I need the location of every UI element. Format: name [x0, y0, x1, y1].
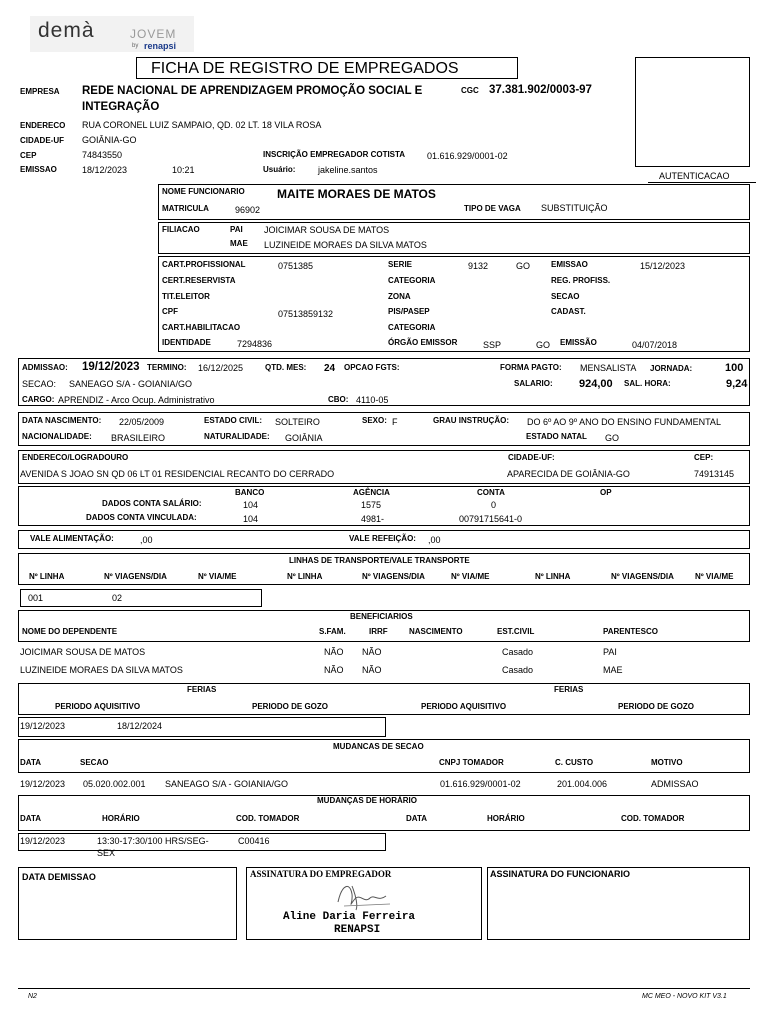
mh-horario-header-2: HORÁRIO — [487, 814, 525, 823]
orgao-uf: GO — [536, 340, 551, 350]
inscricao-value: 01.616.929/0001-02 — [427, 151, 508, 161]
signer-org: RENAPSI — [334, 924, 381, 936]
op-label: OP — [600, 488, 612, 497]
cgc-value: 37.381.902/0003-97 — [489, 84, 592, 96]
dependente-sfam: NÃO — [324, 647, 344, 657]
pai-label: PAI — [230, 225, 243, 234]
filiacao-label: FILIACAO — [162, 225, 200, 234]
dependente-irrf: NÃO — [362, 647, 382, 657]
admissao-label: ADMISSAO: — [22, 363, 68, 372]
dependente-civil: Casado — [502, 647, 534, 657]
filiacao-box — [158, 222, 750, 254]
naturalidade-value: GOIÂNIA — [285, 433, 323, 443]
categoria-label: CATEGORIA — [388, 276, 436, 285]
ms-cnpj-header: CNPJ TOMADOR — [439, 758, 504, 767]
via-col-3: Nº VIA/ME — [695, 572, 734, 581]
mh-horario: 13:30-17:30/100 HRS/SEG- — [97, 836, 209, 846]
empresa-name-2: INTEGRAÇÃO — [82, 101, 160, 113]
vale-refeicao-value: ,00 — [428, 535, 441, 545]
footer-left: N2 — [28, 993, 37, 1000]
page-title: FICHA DE REGISTRO DE EMPREGADOS — [151, 60, 459, 77]
secao-contrato-value: SANEAGO S/A - GOIANIA/GO — [69, 379, 193, 389]
habilitacao-label: CART.HABILITACAO — [162, 323, 241, 332]
logradouro-label: ENDERECO/LOGRADOURO — [22, 453, 129, 462]
cep-value: 74843550 — [82, 150, 123, 160]
naturalidade-label: NATURALIDADE: — [204, 432, 270, 441]
banco-label: BANCO — [235, 488, 265, 497]
serie-label: SERIE — [388, 260, 413, 269]
identidade-value: 7294836 — [237, 339, 273, 349]
mh-data-header-1: DATA — [20, 814, 42, 823]
dependente-name: JOICIMAR SOUSA DE MATOS — [20, 647, 146, 657]
qtd-mes-label: QTD. MES: — [265, 363, 307, 372]
ms-codigo: 05.020.002.001 — [83, 779, 146, 789]
mh-horario-header-1: HORÁRIO — [102, 814, 140, 823]
orgao-label: ÓRGÃO EMISSOR — [388, 338, 458, 347]
vin-agencia: 4981- — [361, 514, 385, 524]
vale-refeicao-label: VALE REFEIÇÃO: — [349, 534, 416, 543]
nome-value: MAITE MORAES DE MATOS — [277, 187, 436, 201]
signature-icon — [330, 878, 400, 914]
endereco-value: RUA CORONEL LUIZ SAMPAIO, QD. 02 LT. 18 VILA ROSA — [82, 120, 322, 130]
viagens-col-1: Nº VIAGENS/DIA — [104, 572, 167, 581]
cpf-label: CPF — [162, 307, 178, 316]
vin-banco: 104 — [243, 514, 259, 524]
nacionalidade-value: BRASILEIRO — [111, 433, 166, 443]
via-col-1: Nº VIA/ME — [198, 572, 237, 581]
conta-salario-label: DADOS CONTA SALÁRIO: — [102, 499, 202, 508]
cep-end-value: 74913145 — [694, 469, 735, 479]
empresa-name: REDE NACIONAL DE APRENDIZAGEM PROMOÇÃO SOCIAL E — [82, 85, 423, 97]
grau-value: DO 6º AO 9º ANO DO ENSINO FUNDAMENTAL — [527, 417, 721, 427]
linha-col-3: Nº LINHA — [535, 572, 571, 581]
logo-partner: renapsi — [144, 41, 177, 51]
eleitor-label: TIT.ELEITOR — [162, 292, 210, 301]
logradouro-value: AVENIDA S JOAO SN QD 06 LT 01 RESIDENCIAL RECANTO DO CERRADO — [20, 469, 335, 479]
logo-by: by — [132, 43, 139, 49]
dependente-parentesco: MAE — [603, 665, 623, 675]
salario-label: SALARIO: — [514, 379, 553, 388]
via-col-2: Nº VIA/ME — [451, 572, 490, 581]
pai-value: JOICIMAR SOUSA DE MATOS — [264, 225, 390, 235]
autenticacao-box — [635, 57, 750, 167]
termino-value: 16/12/2025 — [198, 363, 244, 373]
mh-data-header-2: DATA — [406, 814, 428, 823]
cargo-label: CARGO: — [22, 395, 55, 404]
ferias-title-1: FERIAS — [187, 685, 217, 694]
autenticacao-label: AUTENTICACAO — [659, 171, 730, 181]
signer-name: Aline Daria Ferreira — [283, 911, 416, 923]
estado-natal-value: GO — [605, 433, 620, 443]
tipo-vaga-value: SUBSTITUIÇÃO — [541, 203, 608, 213]
mh-horario-cont: SEX — [97, 848, 116, 858]
linha-col-2: Nº LINHA — [287, 572, 323, 581]
aquisitivo-fim: 18/12/2024 — [117, 721, 163, 731]
qtd-mes-value: 24 — [324, 363, 336, 374]
aquisitivo-label-2: PERIODO AQUISITIVO — [421, 702, 507, 711]
mae-value: LUZINEIDE MORAES DA SILVA MATOS — [264, 240, 427, 250]
cep-label: CEP — [20, 151, 37, 160]
secao-contrato-label: SECAO: — [22, 379, 57, 389]
aquisitivo-label-1: PERIODO AQUISITIVO — [55, 702, 141, 711]
ms-data-header: DATA — [20, 758, 42, 767]
ctps-label: CART.PROFISSIONAL — [162, 260, 246, 269]
emissao-label: EMISSAO — [20, 165, 57, 174]
secao-label: SECAO — [551, 292, 580, 301]
grau-label: GRAU INSTRUÇÃO: — [433, 416, 509, 425]
endereco-label: ENDERECO — [20, 121, 66, 130]
usuario-label: Usuário: — [263, 165, 296, 174]
cidade-value: GOIÂNIA-GO — [82, 135, 137, 145]
usuario-value: jakeline.santos — [318, 165, 378, 175]
nascimento-header: NASCIMENTO — [409, 627, 463, 636]
cbo-value: 4110-05 — [356, 395, 389, 405]
parentesco-header: PARENTESCO — [603, 627, 658, 636]
civil-value: SOLTEIRO — [275, 417, 320, 427]
viagens-col-2: Nº VIAGENS/DIA — [362, 572, 425, 581]
civil-label: ESTADO CIVIL: — [204, 416, 263, 425]
cadast-label: CADAST. — [551, 307, 586, 316]
mh-cod: C00416 — [238, 836, 270, 846]
zona-label: ZONA — [388, 292, 411, 301]
logo-sub: JOVEM — [130, 27, 177, 41]
transporte-row — [20, 589, 262, 607]
conta-label: CONTA — [477, 488, 505, 497]
mudancas-secao-title: MUDANCAS DE SECAO — [333, 742, 424, 751]
linha-value: 001 — [28, 593, 44, 603]
vin-conta: 00791715641-0 — [459, 514, 523, 524]
ferias-title-2: FERIAS — [554, 685, 584, 694]
vale-alimentacao-value: ,00 — [140, 535, 153, 545]
cbo-label: CBO: — [328, 395, 349, 404]
sexo-label: SEXO: — [362, 416, 387, 425]
viagens-col-3: Nº VIAGENS/DIA — [611, 572, 674, 581]
dependente-parentesco: PAI — [603, 647, 617, 657]
sal-agencia: 1575 — [361, 500, 382, 510]
cidade-uf-label: CIDADE-UF: — [508, 453, 555, 462]
mh-cod-header-1: COD. TOMADOR — [236, 814, 300, 823]
dependente-civil: Casado — [502, 665, 534, 675]
matricula-value: 96902 — [235, 205, 261, 215]
identidade-emissao-value: 04/07/2018 — [632, 340, 678, 350]
mae-label: MAE — [230, 239, 248, 248]
estcivil-header: EST.CIVIL — [497, 627, 535, 636]
estado-natal-label: ESTADO NATAL — [526, 432, 587, 441]
mudancas-horario-title: MUDANÇAS DE HORÁRIO — [317, 796, 417, 805]
reg-profiss-label: REG. PROFISS. — [551, 276, 611, 285]
reservista-label: CERT.RESERVISTA — [162, 276, 236, 285]
forma-value: MENSALISTA — [580, 363, 637, 373]
logo — [30, 16, 194, 52]
serie-uf: GO — [516, 261, 531, 271]
vale-alimentacao-label: VALE ALIMENTAÇÃO: — [30, 534, 114, 543]
assinatura-funcionario-label: ASSINATURA DO FUNCIONARIO — [490, 869, 630, 879]
identidade-label: IDENTIDADE — [162, 338, 211, 347]
transporte-title: LINHAS DE TRANSPORTE/VALE TRANSPORTE — [289, 556, 470, 565]
logo-brand: demà — [38, 19, 95, 42]
conta-vinculada-label: DADOS CONTA VINCULADA: — [86, 513, 197, 522]
tipo-vaga-label: TIPO DE VAGA — [464, 204, 521, 213]
inscricao-label: INSCRIÇÃO EMPREGADOR COTISTA — [263, 150, 406, 159]
salario-value: 924,00 — [579, 378, 613, 390]
data-demissao-label: DATA DEMISSAO — [22, 872, 96, 882]
nasc-value: 22/05/2009 — [119, 417, 165, 427]
ms-secao-header: SECAO — [80, 758, 109, 767]
orgao-value: SSP — [483, 340, 502, 350]
empresa-label: EMPRESA — [20, 87, 60, 96]
sexo-value: F — [392, 417, 398, 427]
footer-divider — [18, 988, 750, 989]
categoria2-label: CATEGORIA — [388, 323, 436, 332]
ctps-value: 0751385 — [278, 261, 314, 271]
sfam-header: S.FAM. — [319, 627, 346, 636]
sal-banco: 104 — [243, 500, 259, 510]
identidade-emissao-label: EMISSÃO — [560, 338, 597, 347]
jornada-label: JORNADA: — [650, 364, 693, 373]
dependente-sfam: NÃO — [324, 665, 344, 675]
forma-label: FORMA PAGTO: — [500, 363, 562, 372]
linha-col-1: Nº LINHA — [29, 572, 65, 581]
dependente-name: LUZINEIDE MORAES DA SILVA MATOS — [20, 665, 183, 675]
emissao-time: 10:21 — [172, 165, 195, 175]
cidade-uf-value: APARECIDA DE GOIÂNIA-GO — [507, 469, 630, 479]
assinatura-empregador-label: ASSINATURA DO EMPREGADOR — [250, 869, 392, 879]
ms-data: 19/12/2023 — [20, 779, 66, 789]
sal-hora-label: SAL. HORA: — [624, 379, 671, 388]
sal-hora-value: 9,24 — [726, 378, 748, 390]
page-title-box — [136, 57, 518, 79]
nacionalidade-label: NACIONALIDADE: — [22, 432, 92, 441]
ctps-emissao-value: 15/12/2023 — [640, 261, 686, 271]
cpf-value: 07513859132 — [278, 309, 334, 319]
admissao-value: 19/12/2023 — [82, 361, 140, 373]
dependente-header: NOME DO DEPENDENTE — [22, 627, 118, 636]
mh-cod-header-2: COD. TOMADOR — [621, 814, 685, 823]
ms-cnpj: 01.616.929/0001-02 — [440, 779, 521, 789]
gozo-label-2: PERIODO DE GOZO — [618, 702, 695, 711]
dependente-irrf: NÃO — [362, 665, 382, 675]
ms-secao: SANEAGO S/A - GOIANIA/GO — [165, 779, 289, 789]
emissao-date: 18/12/2023 — [82, 165, 128, 175]
serie-value: 9132 — [468, 261, 489, 271]
ferias-row — [18, 717, 386, 737]
gozo-label-1: PERIODO DE GOZO — [252, 702, 329, 711]
ms-motivo-header: MOTIVO — [651, 758, 683, 767]
ms-motivo: ADMISSAO — [651, 779, 699, 789]
sal-conta: 0 — [491, 500, 497, 510]
termino-label: TERMINO: — [147, 363, 187, 372]
cidade-label: CIDADE-UF — [20, 136, 64, 145]
opcao-label: OPCAO FGTS: — [344, 363, 400, 372]
beneficiarios-title: BENEFICIARIOS — [350, 612, 413, 621]
irrf-header: IRRF — [369, 627, 388, 636]
nome-label: NOME FUNCIONARIO — [162, 187, 245, 196]
ms-custo: 201.004.006 — [557, 779, 608, 789]
nasc-label: DATA NASCIMENTO: — [22, 416, 102, 425]
aquisitivo-inicio: 19/12/2023 — [20, 721, 66, 731]
jornada-value: 100 — [725, 362, 744, 374]
footer-right: MC MEO - NOVO KIT V3.1 — [642, 993, 727, 1000]
cep-end-label: CEP: — [694, 453, 714, 462]
agencia-label: AGÊNCIA — [353, 488, 390, 497]
mh-data: 19/12/2023 — [20, 836, 66, 846]
viagens-value: 02 — [112, 593, 123, 603]
pis-label: PIS/PASEP — [388, 307, 430, 316]
ctps-emissao-label: EMISSAO — [551, 260, 588, 269]
ms-custo-header: C. CUSTO — [555, 758, 594, 767]
cargo-value: APRENDIZ - Arco Ocup. Administrativo — [58, 395, 215, 405]
cgc-label: CGC — [461, 86, 479, 95]
matricula-label: MATRICULA — [162, 204, 209, 213]
